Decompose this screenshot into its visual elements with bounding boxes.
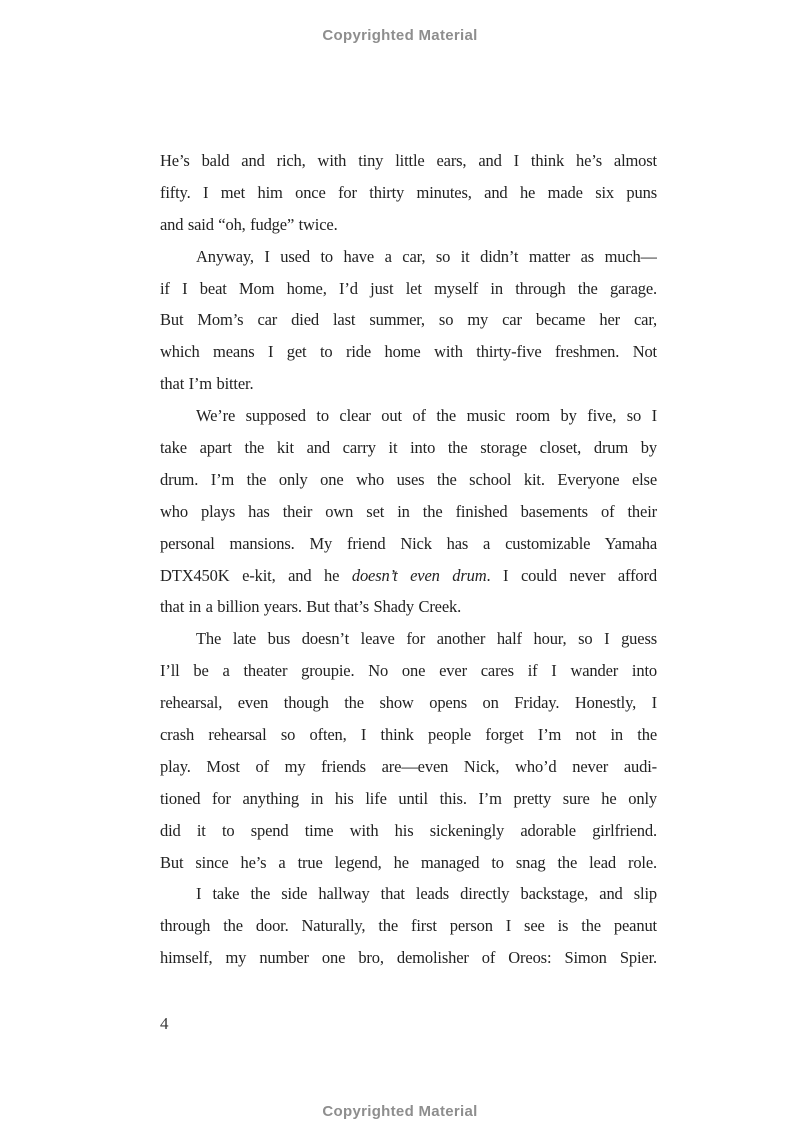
text-line: [160, 560, 657, 592]
text-segment: But since he’s a true legend, he managed to snag the lead role.: [160, 852, 657, 872]
text-segment: if I beat Mom home, I’d just let myself in through the garage.: [160, 278, 657, 298]
text-segment: He’s bald and rich, with tiny little ears, and I think he’s almost: [160, 151, 657, 170]
text-line: [160, 336, 657, 368]
text-line: [160, 368, 657, 400]
text-line: [160, 655, 657, 687]
text-segment: drum. I’m the only one who uses the school kit. Everyone else: [160, 469, 657, 489]
text-segment: tioned for anything in his life until this. I’m pretty sure he only: [160, 788, 657, 808]
text-segment: did it to spend time with his sickeningly adorable girlfriend.: [160, 820, 657, 840]
copyright-notice-bottom: Copyrighted Material: [322, 1103, 478, 1120]
text-line: [160, 400, 657, 432]
text-line: [160, 910, 657, 942]
text-line: [160, 273, 657, 305]
text-segment: The late bus doesn’t leave for another half hour, so I guess: [196, 629, 657, 649]
text-segment: and said “oh, fudge” twice.: [160, 214, 338, 234]
text-line: [160, 464, 657, 496]
text-segment: . I could never afford: [486, 565, 657, 585]
text-segment: But Mom’s car died last summer, so my car became her car,: [160, 310, 657, 330]
text-segment: DTX450K e-kit, and he: [160, 565, 352, 585]
text-line: [160, 145, 657, 177]
text-line: [160, 209, 657, 241]
text-line: [160, 878, 657, 910]
text-line: [160, 528, 657, 560]
text-line: [160, 304, 657, 336]
text-segment: crash rehearsal so often, I think people forget I’m not in the: [160, 725, 657, 745]
text-segment: take apart the kit and carry it into the storage closet, drum by: [160, 438, 657, 458]
text-segment: We’re supposed to clear out of the music room by five, so I: [196, 406, 657, 426]
text-segment: fifty. I met him once for thirty minutes, and he made six puns: [160, 182, 657, 202]
text-segment: through the door. Naturally, the first person I see is the peanut: [160, 916, 657, 936]
text-segment: I take the side hallway that leads directly backstage, and slip: [196, 884, 657, 904]
text-line: [160, 591, 657, 623]
text-segment: personal mansions. My friend Nick has a customizable Yamaha: [160, 533, 657, 553]
text-segment: who plays has their own set in the finished basements of their: [160, 501, 657, 521]
page-number: 4: [160, 1014, 169, 1033]
text-segment: himself, my number one bro, demolisher of Oreos: Simon Spier.: [160, 948, 657, 968]
text-segment: that I’m bitter.: [160, 374, 254, 394]
text-line: [160, 623, 657, 655]
text-line: [160, 177, 657, 209]
text-line: [160, 719, 657, 751]
text-segment: that in a billion years. But that’s Shady Creek.: [160, 597, 462, 617]
text-line: [160, 847, 657, 879]
text-line: [160, 783, 657, 815]
text-line: [160, 241, 657, 273]
text-line: [160, 815, 657, 847]
text-line: [160, 942, 657, 974]
text-line: [160, 432, 657, 464]
text-segment: play. Most of my friends are—even Nick, who’d never audi-: [160, 756, 657, 776]
text-line: [160, 496, 657, 528]
text-line: [160, 687, 657, 719]
text-segment: which means I get to ride home with thirty-five freshmen. Not: [160, 342, 657, 362]
text-segment: I’ll be a theater groupie. No one ever cares if I wander into: [160, 661, 657, 681]
text-segment: rehearsal, even though the show opens on Friday. Honestly, I: [160, 693, 657, 713]
italic-text-segment: doesn’t even drum: [351, 565, 487, 585]
text-line: [160, 751, 657, 783]
text-segment: Anyway, I used to have a car, so it didn’t matter as much—: [196, 246, 657, 266]
copyright-notice-top: Copyrighted Material: [322, 27, 478, 44]
text-column: [160, 145, 657, 974]
